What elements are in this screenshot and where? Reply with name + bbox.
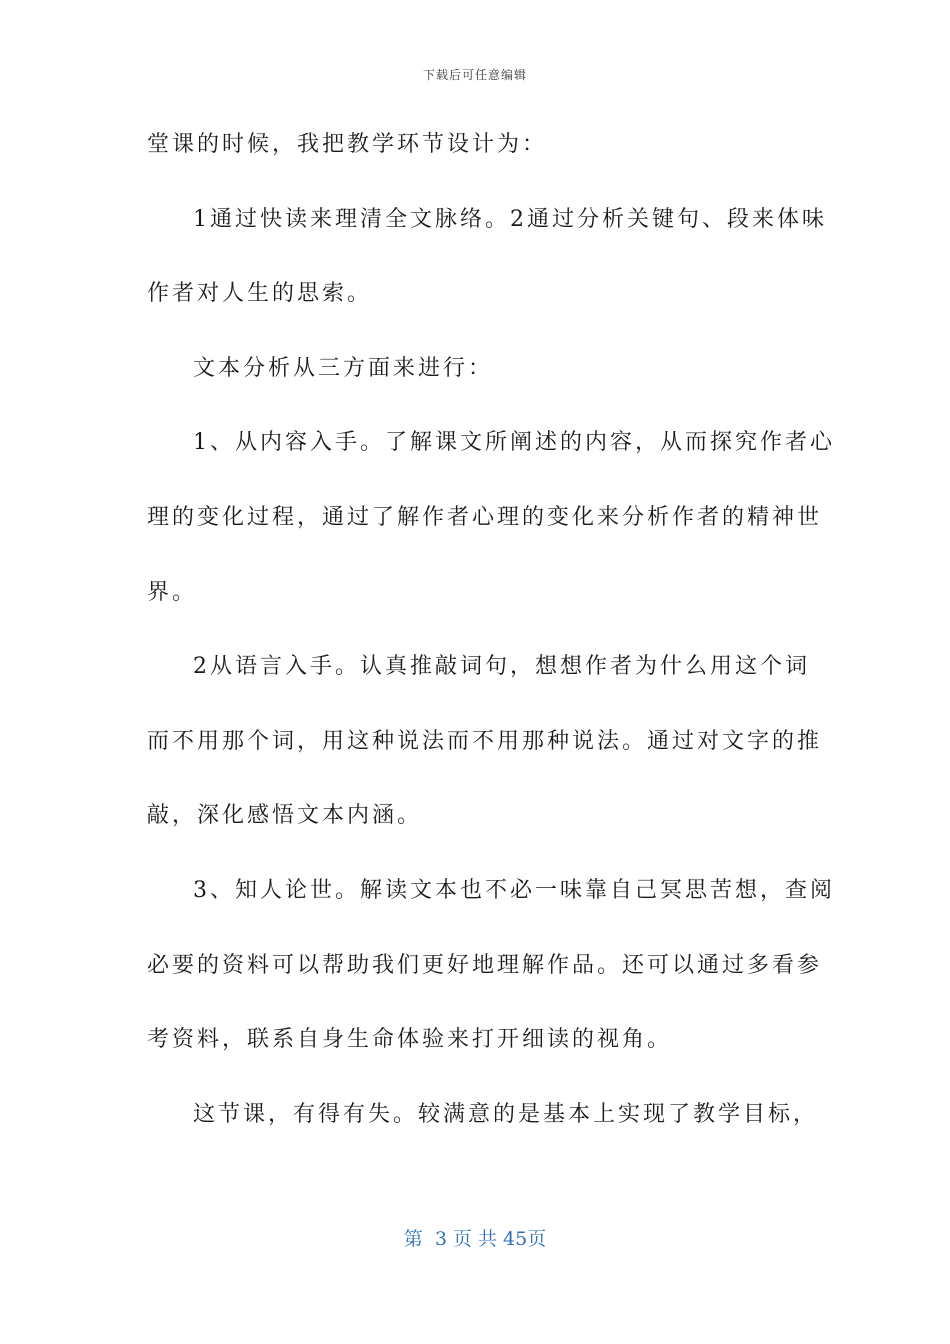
document-body: [147, 108, 835, 1152]
text-line: 必要的资料可以帮助我们更好地理解作品。还可以通过多看参: [147, 952, 823, 978]
text-line: 考资料，联系自身生命体验来打开细读的视角。: [147, 1027, 673, 1053]
text-line: 3、知人论世。解读文本也不必一味靠自己冥思苦想，查阅: [193, 877, 835, 903]
text-line: 2从语言入手。认真推敲词句，想想作者为什么用这个词: [193, 654, 810, 680]
text-line: 而不用那个词，用这种说法而不用那种说法。通过对文字的推: [147, 728, 823, 754]
text-line: 作者对人生的思索。: [147, 281, 373, 307]
text-line: 文本分析从三方面来进行：: [193, 355, 494, 381]
text-line: 堂课的时候，我把教学环节设计为：: [147, 132, 548, 157]
text-line: 界。: [147, 579, 198, 605]
text-line: 1、从内容入手。了解课文所阐述的内容，从而探究作者心: [193, 430, 835, 456]
text-line: 理的变化过程，通过了解作者心理的变化来分析作者的精神世: [147, 504, 823, 530]
page-header: 下载后可任意编辑: [422, 68, 527, 82]
page-number-footer: 第 3 页 共 45页: [403, 1228, 547, 1250]
text-line: 1通过快读来理清全文脉络。2通过分析关键句、段来体味: [193, 206, 827, 232]
text-line: 敲，深化感悟文本内涵。: [147, 803, 423, 829]
text-line: 这节课，有得有失。较满意的是基本上实现了教学目标，: [193, 1101, 819, 1127]
